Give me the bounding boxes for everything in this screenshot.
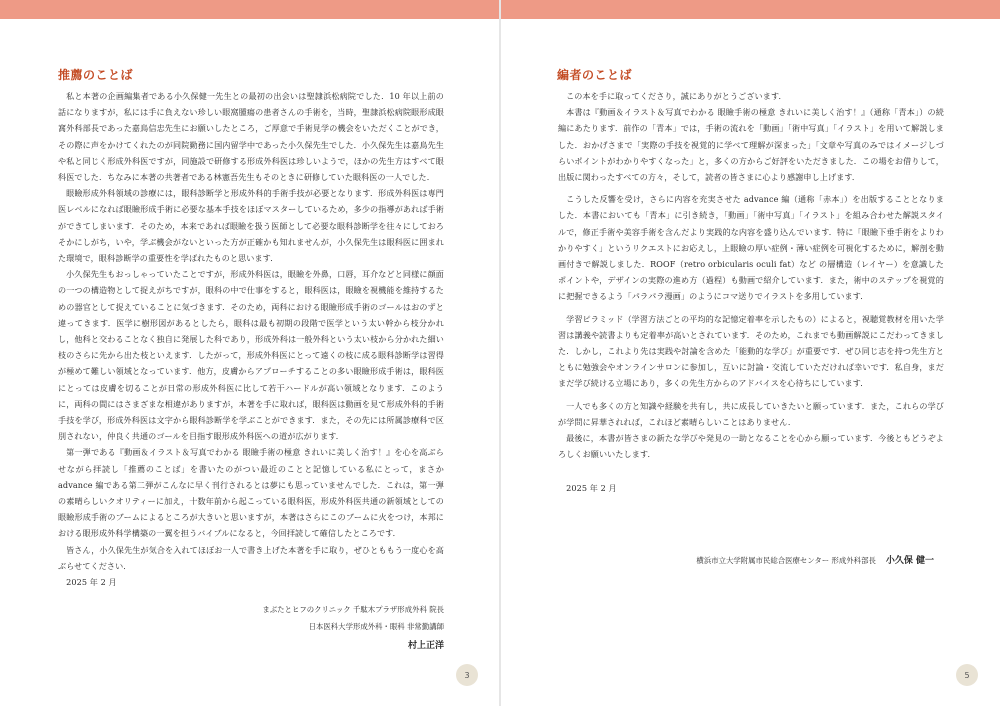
paragraph: 皆さん，小久保先生が気合を入れてほぼお一人で書き上げた本著を手に取り，ぜひとももう一度心を高ぶらせてください．	[58, 544, 444, 571]
paragraph: 学習ピラミッド（学習方法ごとの平均的な記憶定着率を示したもの）によると，視聴覚教材を用いた学習は講義や読書よりも定着率が高いとされています．そのため，これまでも動画解説にこだわってきました．しかし，これより先は実践や討論を含めた「能動的な学び」が重要です．ぜひ同じ志を持つ先生方とともに勉強会やオンラインサロンに参加し，互いに討論・交流していただければ幸いです．私自身，まだまだ学び続ける立場にあり，多くの先生方からのアドバイスを心待ちにしています．	[558, 313, 944, 389]
paragraph: 眼瞼形成外科領域の診療には，眼科診断学と形成外科的手術手技が必要となります．形成外科医は専門医レベルになれば眼瞼形成手術に必要な基本手技をほぼマスターしているため，多少の指導があれば手術ができてしまいます．そのため，本来であれば眼瞼を扱う医師として必要な眼科診断学を往々にしておろそかにしがち，いや，学ぶ機会がないといった方が正確かも知れませんが，小久保先生は眼科医に囲まれた環境で，眼科診断学の重要性を学ばれたものと思います．	[58, 188, 444, 264]
paragraph: 小久保先生もおっしゃっていたことですが，形成外科医は，眼瞼を外鼻，口唇，耳介などと同様に顔面の一つの構造物として捉えがちですが，眼科の中で仕事をすると，眼科医は，眼瞼を視機能を維持するための器官として捉えていることに気づきます．そのため，両科における眼瞼形成手術のゴールはおのずと違ってきます．医学に樹形図があるとしたら，眼科は最も初期の段階で医学という太い幹から枝分かれし，他科と交わることなく独自に発展した科であり，形成外科は一般外科という太い枝から分かれた細い枝のさらに先から出た枝といえます．したがって，形成外科医にとって遠くの枝に成る眼科診断学は習得が極めて難しい領域となっています．他方，皮膚からアプローチすることの多い眼瞼形成手術は，眼科医にとっては皮膚を切ることが日常の形成外科医に比して若干ハードルが高い領域となります．このように，両科の間にはさまざまな相違がありますが，本著を手に取れば，眼科医は動画を見て形成外科的手術手技を学び，形成外科医は文字から眼科診断学を学ぶことができます．また，その先には所属診療科で区別されない，仲良く共通のゴールを目指す眼形成外科医への道が広がります．	[58, 269, 444, 442]
affiliation-line: 横浜市立大学附属市民総合医療センター 形成外科部長	[696, 556, 876, 565]
recommendation-body	[58, 88, 444, 590]
paragraph: こうした反響を受け，さらに内容を充実させた advance 編（通称「赤本」）を出版することとなりました．本書においても「青本」に引き続き，「動画」「術中写真」「イラスト」を組み合わせた解説スタイルで，修正手術や美容手術を含んだより実践的な内容を盛り込んでいます．特に「眼瞼下垂手術をよりわかりやすく」というリクエストにお応えし，上眼瞼の厚い症例・薄い症例を可視化するために，解剖を動画付きで解説しました．ROOF（retro orbicularis oculi fat）など の層構造（レイヤー）を意識したポイントや，デザインの実際の進め方（過程）も動画で紹介しています．また，術中のステップを視覚的に把握できるよう「パラパラ漫画」のようにコマ送りでイラストを多用しています．	[558, 194, 944, 302]
paragraph: 一人でも多くの方と知識や経験を共有し，共に成長していきたいと願っています．また，これらの学びが学問に昇華されれば，これほど素晴らしいことはありません．	[558, 400, 944, 427]
date: 2025 年 2 月	[66, 577, 117, 588]
paragraph: 第一弾である『動画＆イラスト＆写真でわかる 眼瞼手術の極意 きれいに美しく治す！』を心を高ぶらせながら拝読し「推薦のことば」を書いたのがつい最近のことと記憶している私にとって，まさか advance 編である第二弾がこんなに早く刊行されるとは夢にも思っていませんでした．これは，第一弾の素晴らしいクオリティーに加え，十数年前から起こっている眼科医，形成外科医共通の新領域としての眼瞼形成手術のブームによるところが大きいと思いますが，本著はさらにこのブームに火をつけ，本邦における眼形成外科学構築の一翼を担うバイブルになると，今回拝読して確信したところです．	[58, 447, 444, 539]
editor-heading: 編者のことば	[557, 68, 633, 82]
date: 2025 年 2 月	[566, 483, 617, 494]
page-number-badge: 3	[456, 664, 478, 686]
page-number-badge: 5	[956, 664, 978, 686]
affiliation-line: まぶたとヒフのクリニック 千駄木プラザ形成外科 院長	[262, 605, 444, 614]
left-page	[0, 0, 499, 706]
top-color-band	[0, 0, 499, 19]
paragraph: 本書は『動画＆イラスト＆写真でわかる 眼瞼手術の極意 きれいに美しく治す！』（通称「青本」）の続編にあたります．前作の「青本」では，手術の流れを「動画」「術中写真」「イラスト」を用いて解説しました．おかげさまで「実際の手技を視覚的に学べて理解が深まった」「文章や写真のみではイメージしづらいポイントがわかりやすくなった」と，多くの方からご好評をいただきました．この場をお借りして，出版に関わったすべての方々，そして，読者の皆さまに心より感謝申し上げます．	[558, 107, 944, 183]
signature-block	[696, 553, 934, 566]
recommendation-heading: 推薦のことば	[58, 68, 134, 82]
paragraph: 最後に，本書が皆さまの新たな学びや発見の一助となることを心から願っています．今後ともどうぞよろしくお願いいたします．	[558, 433, 944, 460]
affiliation-line: 日本医科大学形成外科・眼科 非常勤講師	[308, 622, 444, 631]
paragraph: この本を手に取ってくださり，誠にありがとうございます．	[566, 91, 787, 101]
top-color-band	[501, 0, 1000, 19]
author-name: 村上正洋	[407, 641, 444, 651]
paragraph: 私と本著の企画編集者である小久保健一先生との最初の出会いは聖隷浜松病院でした．10 年以上前の話になりますが，私には手に負えない珍しい眼窩腫瘍の患者さんの手術を，当時，聖隷浜松病院眼形成眼窩外科部長であった嘉鳥信忠先生にお願いしたところ，ご厚意で手術見学の機会をいただくことができ，その際に声をかけてくれたのが同院勤務に国内留学中であった小久保先生でした．小久保先生は嘉鳥先生や私と同じく形成外科医ですが，同施設で研修する形成外科医は珍しいようで，ほかの先生方はすべて眼科医でした．ちなみに本著の共著者である林憲吾先生もそのときに研修していた眼科医の一人でした．	[58, 91, 444, 183]
signature-block	[262, 604, 444, 651]
author-name: 小久保 健一	[885, 556, 934, 566]
right-page	[501, 0, 1000, 706]
editor-body	[558, 88, 944, 497]
